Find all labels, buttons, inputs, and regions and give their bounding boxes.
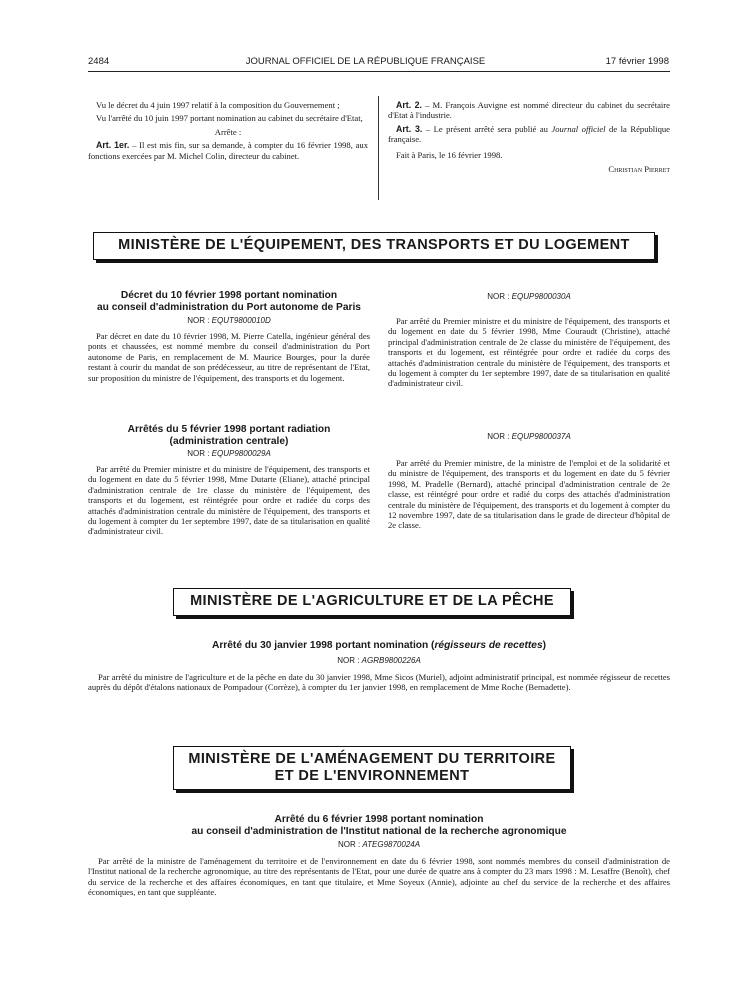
amenagement-heading-line-1: MINISTÈRE DE L'AMÉNAGEMENT DU TERRITOIRE (188, 751, 556, 767)
ministere-equipement-heading: MINISTÈRE DE L'ÉQUIPEMENT, DES TRANSPORTS ET DU LOGEMENT (93, 232, 655, 260)
article-2-text: – M. François Auvigne est nommé directeur du cabinet du secrétaire d'Etat à l'industrie. (388, 100, 670, 121)
nor-couraudt (388, 292, 670, 301)
nor-label: NOR : (487, 292, 512, 301)
top-right-column (388, 100, 670, 177)
visa-arrete: Vu l'arrêté du 10 juin 1997 portant nomination au cabinet du secrétaire d'Etat, (96, 113, 363, 124)
nor-label: NOR : (487, 432, 512, 441)
couraudt-body (388, 316, 670, 392)
decret-text: Par décret en date du 10 février 1998, M. Pierre Catella, ingénieur général des ponts et chaussées, est nommé membre du conseil d'administration du Port autonome de Paris, en remplacement de M. Maurice Bourges, pour la durée restant à courir du mandat de son prédécesseur, au titre de représentant de l'Etat, sur proposition du ministre de l'équipement, des transports et du logement. (88, 331, 370, 383)
agriculture-nor (88, 656, 670, 665)
ministere-agriculture-heading: MINISTÈRE DE L'AGRICULTURE ET DE LA PÊCHE (173, 588, 571, 616)
article-1-label: Art. 1er. (96, 140, 130, 151)
arretes-body (88, 464, 370, 540)
agri-title-a: Arrêté du 30 janvier 1998 portant nomination ( (211, 640, 435, 651)
amenagement-arrete-title (88, 814, 670, 838)
amenagement-title-line-1: Arrêté du 6 février 1998 portant nomination (274, 814, 484, 825)
nor-code: EQUP9800030A (511, 292, 571, 301)
decret-port-autonome-title (88, 290, 370, 314)
nor-code: ATEG9870024A (362, 840, 421, 849)
arretes-title-line-1: Arrêtés du 5 février 1998 portant radiation (127, 424, 331, 435)
nor-code: EQUP9800029A (211, 449, 271, 458)
amenagement-title-line-2: au conseil d'administration de l'Institut national de la recherche agronomique (191, 826, 567, 837)
visa-decret: Vu le décret du 4 juin 1997 relatif à la composition du Gouvernement ; (96, 100, 340, 110)
article-3-journal: Journal officiel (551, 123, 606, 134)
top-left-column (88, 100, 368, 164)
amenagement-nor (88, 840, 670, 849)
article-1 (88, 140, 368, 161)
article-2 (388, 100, 670, 121)
agri-title-italic: régisseurs de recettes (434, 640, 543, 651)
arretes-nor (88, 449, 370, 458)
arrete-word: Arrête : (214, 126, 242, 137)
decret-title-line-2: au conseil d'administration du Port autonome de Paris (97, 302, 361, 313)
agriculture-text: Par arrêté du ministre de l'agriculture et de la pêche en date du 30 janvier 1998, Mme Sicos (Muriel), adjoint administratif principal, est nommée régisseur de recettes auprès du dépôt d'étalons nationaux de Pompadour (Corrèze), à compter du 1er janvier 1998, en remplacement de Mme Roche (Bernadette). (88, 672, 670, 693)
article-3-text-b: de la République française. (388, 123, 670, 145)
page-date: 17 février 1998 (605, 56, 669, 67)
nor-label: NOR : (337, 656, 362, 665)
nor-label: NOR : (337, 840, 363, 849)
nor-code: AGRB9800226A (361, 656, 421, 665)
arretes-radiation-title (88, 424, 370, 448)
nor-code: EQUP9800037A (511, 432, 571, 441)
article-3 (388, 124, 670, 145)
nor-label: NOR : (187, 449, 212, 458)
arretes-text: Par arrêté du Premier ministre et du ministre de l'équipement, des transports et du logement en date du 5 février 1998, Mme Dutarte (Eliane), attaché principal d'administration centrale de 1re classe du ministère de l'équipement, des transports et du logement, est réintégrée pour ordre et radiée du corps des attachés d'administration centrale du ministère de l'équipement, des transports et du logement à compter du 1er septembre 1997, date de sa titularisation en qualité d'administrateur civil. (88, 464, 370, 537)
decret-nor (88, 316, 370, 325)
decret-title-line-1: Décret du 10 février 1998 portant nomination (120, 290, 338, 301)
decret-body (88, 331, 370, 386)
nor-label: NOR : (187, 316, 212, 325)
arretes-title-line-2: (administration centrale) (169, 436, 289, 447)
agriculture-body (88, 672, 670, 693)
pradelle-text: Par arrêté du Premier ministre, de la ministre de l'emploi et de la solidarité et du ministre de l'équipement, des transports et du logement en date du 5 février 1998, M. Pradelle (Bernard), attaché principal d'administration centrale de 2e classe, est réintégré pour ordre et radié du corps des attachés d'administration centrale du ministère de l'équipement, des transports et du logement à compter du 12 novembre 1997, date de sa titularisation dans le grade de directeur d'hôpital de 2e classe. (388, 458, 670, 531)
agri-title-b: ) (542, 640, 547, 651)
article-3-label: Art. 3. (396, 123, 423, 134)
amenagement-heading-line-2: ET DE L'ENVIRONNEMENT (274, 768, 470, 784)
amenagement-text: Par arrêté de la ministre de l'aménagement du territoire et de l'environnement en date du 6 février 1998, sont nommés membres du conseil d'administration de l'Institut national de la recherche agronomique, au titre des représentants de l'Etat, pour une durée de quatre ans à compter du 23 mars 1998 : M. Lesaffre (Benoît), chef du service de la recherche et des affaires économiques, en tant que titulaire, et Mme Soyeux (Annie), adjointe au chef du service de la recherche et des affaires économiques, en tant que suppléante. (88, 856, 670, 898)
fait-a-paris: Fait à Paris, le 16 février 1998. (396, 149, 503, 160)
article-3-text-a: – Le présent arrêté sera publié au (422, 123, 552, 134)
pradelle-body (388, 458, 670, 534)
column-divider (378, 96, 379, 200)
signature: Christian Pierret (608, 164, 670, 175)
journal-title: JOURNAL OFFICIEL DE LA RÉPUBLIQUE FRANÇAISE (245, 56, 486, 67)
amenagement-body (88, 856, 670, 898)
nor-pradelle (388, 432, 670, 441)
header-rule (88, 71, 670, 72)
nor-code: EQUT9800010D (211, 316, 271, 325)
couraudt-text: Par arrêté du Premier ministre et du ministre de l'équipement, des transports et du logement en date du 5 février 1998, Mme Couraudt (Christine), attaché principal d'administration centrale de 2e classe du ministère de l'équipement, des transports et du logement, est réintégrée pour ordre et radiée du corps des attachés d'administration centrale du ministère de l'équipement, des transports et du logement à compter du 1er septembre 1997, date de sa titularisation en qualité d'administrateur civil. (388, 316, 670, 389)
agriculture-arrete-title (88, 640, 670, 652)
article-2-label: Art. 2. (396, 100, 422, 110)
page-number: 2484 (88, 56, 110, 67)
article-1-text: – Il est mis fin, sur sa demande, à compter du 16 février 1998, aux fonctions exercées par M. Michel Colin, directeur du cabinet. (88, 140, 369, 161)
ministere-amenagement-heading (173, 746, 571, 790)
